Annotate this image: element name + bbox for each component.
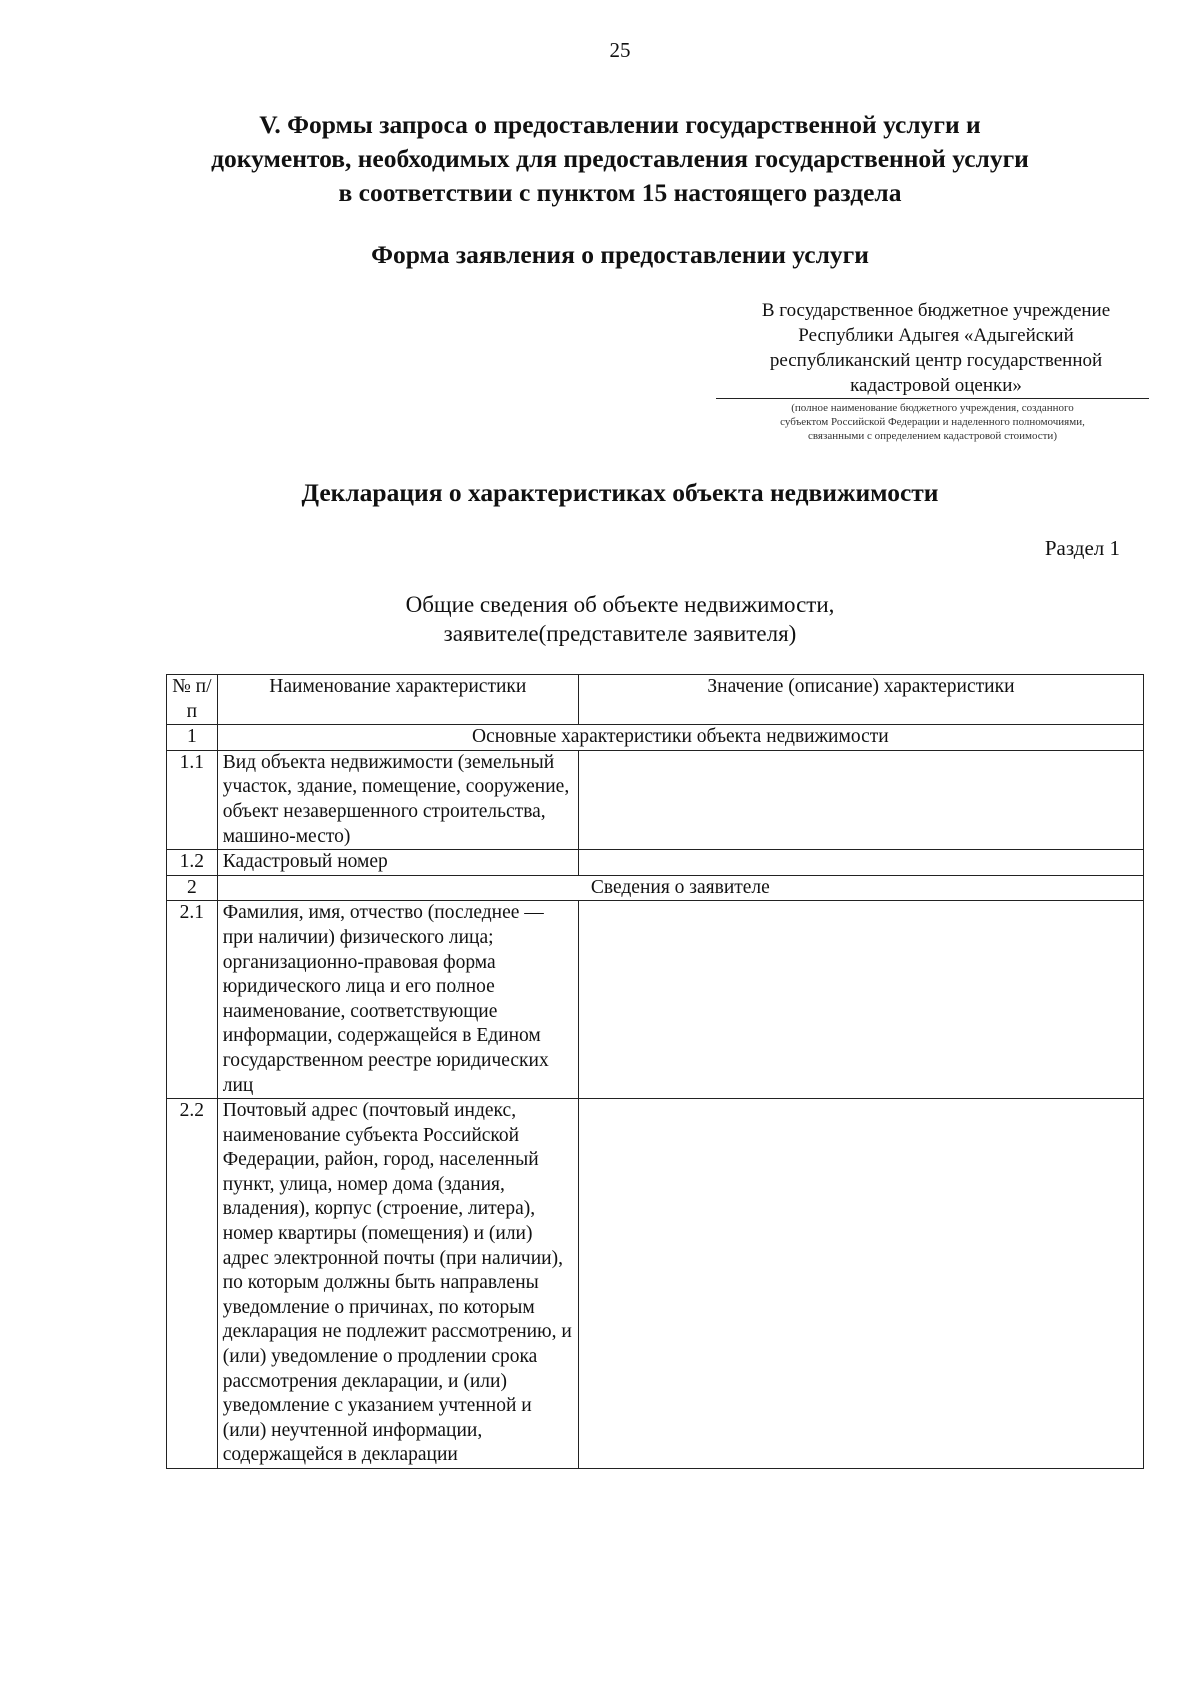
recipient-block [716,298,1156,398]
header-value: Значение (описание) характеристики [578,675,1143,725]
declaration-table [166,674,1144,1469]
recipient-caption [716,401,1149,443]
subtitle-line: Общие сведения об объекте недвижимости, [405,592,835,617]
row-number: 1.1 [167,750,218,849]
row-value-cell[interactable] [578,901,1143,1099]
group-number: 1 [167,725,218,751]
row-value-cell[interactable] [578,1099,1143,1469]
section-title-line: в соответствии с пунктом 15 настоящего раздела [338,178,902,207]
declaration-title: Декларация о характеристиках объекта недвижимости [301,478,939,507]
row-value-cell[interactable] [578,750,1143,849]
group-title: Сведения о заявителе [217,875,1143,901]
table-group-row [167,725,1144,751]
row-number: 2.1 [167,901,218,1099]
group-number: 2 [167,875,218,901]
page-number: 25 [609,38,631,62]
section-title-line: V. Формы запроса о предоставлении государственной услуги и [259,110,981,139]
subtitle [100,590,1140,648]
table-row [167,901,1144,1099]
table-group-row [167,875,1144,901]
recipient-line: В государственное бюджетное учреждение [761,300,1111,321]
header-name: Наименование характеристики [217,675,578,725]
recipient-caption-line: связанными с определением кадастровой стоимости) [808,430,1057,442]
table-row [167,850,1144,876]
row-name: Фамилия, имя, отчество (последнее — при наличии) физического лица; организационно-правовая форма юридического лица и его полное наименование, соответствующие информации, содержащейся в Едином государственном реестре юридических лиц [217,901,578,1099]
recipient-caption-line: (полное наименование бюджетного учреждения, созданного [791,402,1074,414]
row-number: 2.2 [167,1099,218,1469]
table-header-row [167,675,1144,725]
recipient-caption-line: субъектом Российской Федерации и наделенного полномочиями, [780,416,1085,428]
section-label: Раздел 1 [1044,536,1120,560]
row-value-cell[interactable] [578,850,1143,876]
subtitle-line: заявителе(представителе заявителя) [443,621,797,646]
table-row [167,1099,1144,1469]
recipient-line: Республики Адыгея «Адыгейский [798,325,1074,346]
row-name: Почтовый адрес (почтовый индекс, наименование субъекта Российской Федерации, район, город, населенный пункт, улица, номер дома (здания, владения), корпус (строение, литера), номер квартиры (помещения) и (или) адрес электронной почты (при наличии), по которым должны быть направлены уведомление о причинах, по которым декларация не подлежит рассмотрению, и (или) уведомление о продлении срока рассмотрения декларации, и (или) уведомление с указанием учтенной и (или) неучтенной информации, содержащейся в декларации [217,1099,578,1469]
section-title-line: документов, необходимых для предоставления государственной услуги [211,144,1029,173]
header-number: № п/п [167,675,218,725]
row-number: 1.2 [167,850,218,876]
recipient-underline [716,398,1149,399]
row-name: Вид объекта недвижимости (земельный участок, здание, помещение, сооружение, объект незавершенного строительства, машино-место) [217,750,578,849]
group-title: Основные характеристики объекта недвижимости [217,725,1143,751]
row-name: Кадастровый номер [217,850,578,876]
form-title: Форма заявления о предоставлении услуги [371,240,869,269]
section-title [100,108,1140,210]
recipient-line: республиканский центр государственной [769,350,1103,371]
recipient-line: кадастровой оценки» [850,375,1022,396]
table-row [167,750,1144,849]
